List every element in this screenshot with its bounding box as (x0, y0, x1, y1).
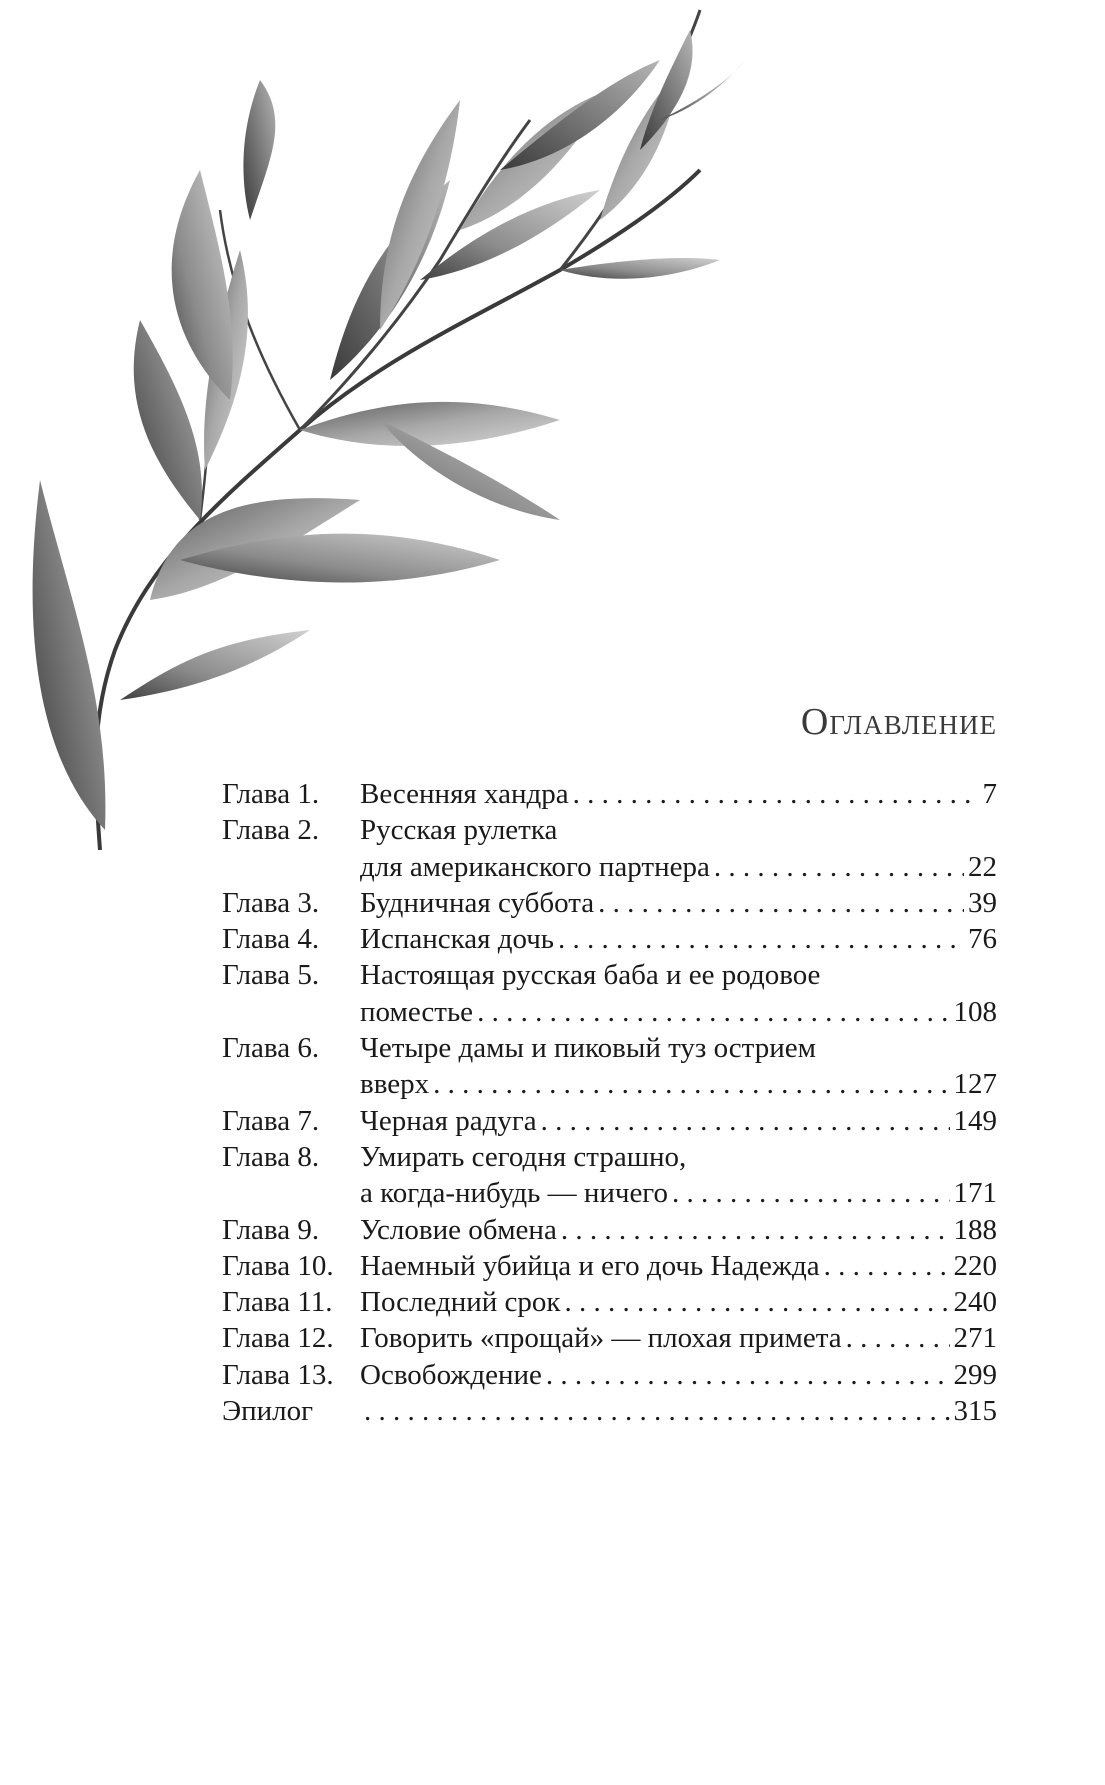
toc-entry (222, 885, 997, 921)
toc-leader-dots (573, 776, 979, 812)
toc-entry (222, 1030, 997, 1103)
toc-chapter-title: Умирать сегодня страшно, (360, 1140, 687, 1173)
toc-chapter-title: Четыре дамы и пиковый туз острием (360, 1032, 816, 1065)
toc-chapter-title: Условие обмена (360, 1213, 557, 1246)
toc-chapter-label: Глава 4. (222, 923, 320, 956)
leaf-branch-illustration (0, 0, 760, 860)
toc-entry (222, 1284, 997, 1320)
toc-leader-dots (824, 1248, 950, 1284)
toc-leader-dots (477, 994, 949, 1030)
toc-chapter-title: а когда-нибудь — ничего (360, 1177, 668, 1210)
toc-leader-dots (565, 1284, 950, 1320)
toc-line (222, 1139, 997, 1175)
toc-line (222, 812, 997, 848)
toc-page-number: 315 (953, 1395, 997, 1428)
toc-chapter-title: Говорить «прощай» — плохая примета (360, 1322, 842, 1355)
toc-entry (222, 776, 997, 812)
toc-chapter-title: Русская рулетка (360, 814, 558, 847)
toc-line (222, 1212, 997, 1248)
toc-leader-dots (846, 1320, 950, 1356)
toc-line (222, 849, 997, 885)
toc-page-number: 299 (953, 1358, 997, 1391)
toc-chapter-title: Освобождение (360, 1358, 542, 1391)
toc-chapter-title: Черная радуга (360, 1104, 537, 1137)
toc-line (222, 1103, 997, 1139)
toc-line (222, 957, 997, 993)
toc-chapter-title: Испанская дочь (360, 923, 555, 956)
toc-leader-dots (558, 921, 964, 957)
toc-entry (222, 1139, 997, 1212)
toc-line (222, 1175, 997, 1211)
toc-line (222, 921, 997, 957)
toc-leader-dots (546, 1357, 950, 1393)
toc-line (222, 1248, 997, 1284)
toc-leader-dots (433, 1066, 949, 1102)
toc-line (222, 885, 997, 921)
toc-heading: Оглавление (800, 701, 997, 743)
toc-chapter-label: Глава 2. (222, 814, 320, 847)
toc-entry (222, 1393, 997, 1429)
toc-page-number: 220 (953, 1249, 997, 1282)
toc-chapter-label: Глава 11. (222, 1286, 333, 1319)
toc-page-number: 271 (953, 1322, 997, 1355)
toc-line (222, 1284, 997, 1320)
toc-leader-dots (714, 849, 964, 885)
toc-chapter-label: Эпилог (222, 1395, 314, 1428)
toc-chapter-title: вверх (360, 1068, 430, 1101)
toc-page-number: 188 (953, 1213, 997, 1246)
toc-chapter-title: Наемный убийца и его дочь Надежда (360, 1249, 820, 1282)
toc-page-number: 171 (953, 1177, 997, 1210)
toc-leader-dots (672, 1175, 950, 1211)
toc-entry (222, 812, 997, 885)
toc-chapter-label: Глава 10. (222, 1249, 334, 1282)
toc-chapter-label: Глава 1. (222, 778, 320, 810)
toc-line (222, 1320, 997, 1356)
toc-page-number: 76 (968, 923, 997, 956)
toc-chapter-label: Глава 9. (222, 1213, 320, 1246)
toc-chapter-label: Глава 8. (222, 1140, 320, 1173)
toc-leader-dots (364, 1393, 950, 1429)
toc-chapter-title: Последний срок (360, 1286, 561, 1319)
toc-chapter-title: для американского партнера (360, 850, 710, 883)
toc-entry (222, 921, 997, 957)
toc-chapter-label: Глава 12. (222, 1322, 334, 1355)
toc-line (222, 1066, 997, 1102)
toc-page-number: 39 (968, 886, 997, 919)
toc-chapter-title: поместье (360, 995, 474, 1028)
toc-page-number: 149 (953, 1104, 997, 1137)
toc-page-number: 127 (953, 1068, 997, 1101)
toc-entry (222, 1212, 997, 1248)
toc-line (222, 1030, 997, 1066)
toc-chapter-label: Глава 3. (222, 886, 320, 919)
toc-page-number: 240 (953, 1286, 997, 1319)
toc-chapter-title: Настоящая русская баба и ее родовое (360, 959, 821, 992)
toc-chapter-label: Глава 5. (222, 959, 320, 992)
toc-leader-dots (541, 1103, 950, 1139)
toc-entry (222, 1357, 997, 1393)
toc-page-number: 22 (968, 850, 997, 883)
toc-entry (222, 1320, 997, 1356)
toc-chapter-title: Будничная суббота (360, 886, 595, 919)
toc-leader-dots (598, 885, 964, 921)
toc-entry (222, 1103, 997, 1139)
toc-page-number: 108 (953, 995, 997, 1028)
toc-line (222, 1357, 997, 1393)
toc-line (222, 1393, 997, 1429)
toc-entry (222, 1248, 997, 1284)
toc-chapter-title: Весенняя хандра (360, 778, 569, 810)
toc-leader-dots (561, 1212, 950, 1248)
toc-line (222, 776, 997, 812)
table-of-contents (222, 776, 997, 1429)
toc-chapter-label: Глава 13. (222, 1358, 334, 1391)
toc-chapter-label: Глава 7. (222, 1104, 320, 1137)
toc-entry (222, 957, 997, 1030)
toc-chapter-label: Глава 6. (222, 1032, 320, 1065)
toc-line (222, 994, 997, 1030)
toc-page-number: 7 (982, 778, 997, 810)
